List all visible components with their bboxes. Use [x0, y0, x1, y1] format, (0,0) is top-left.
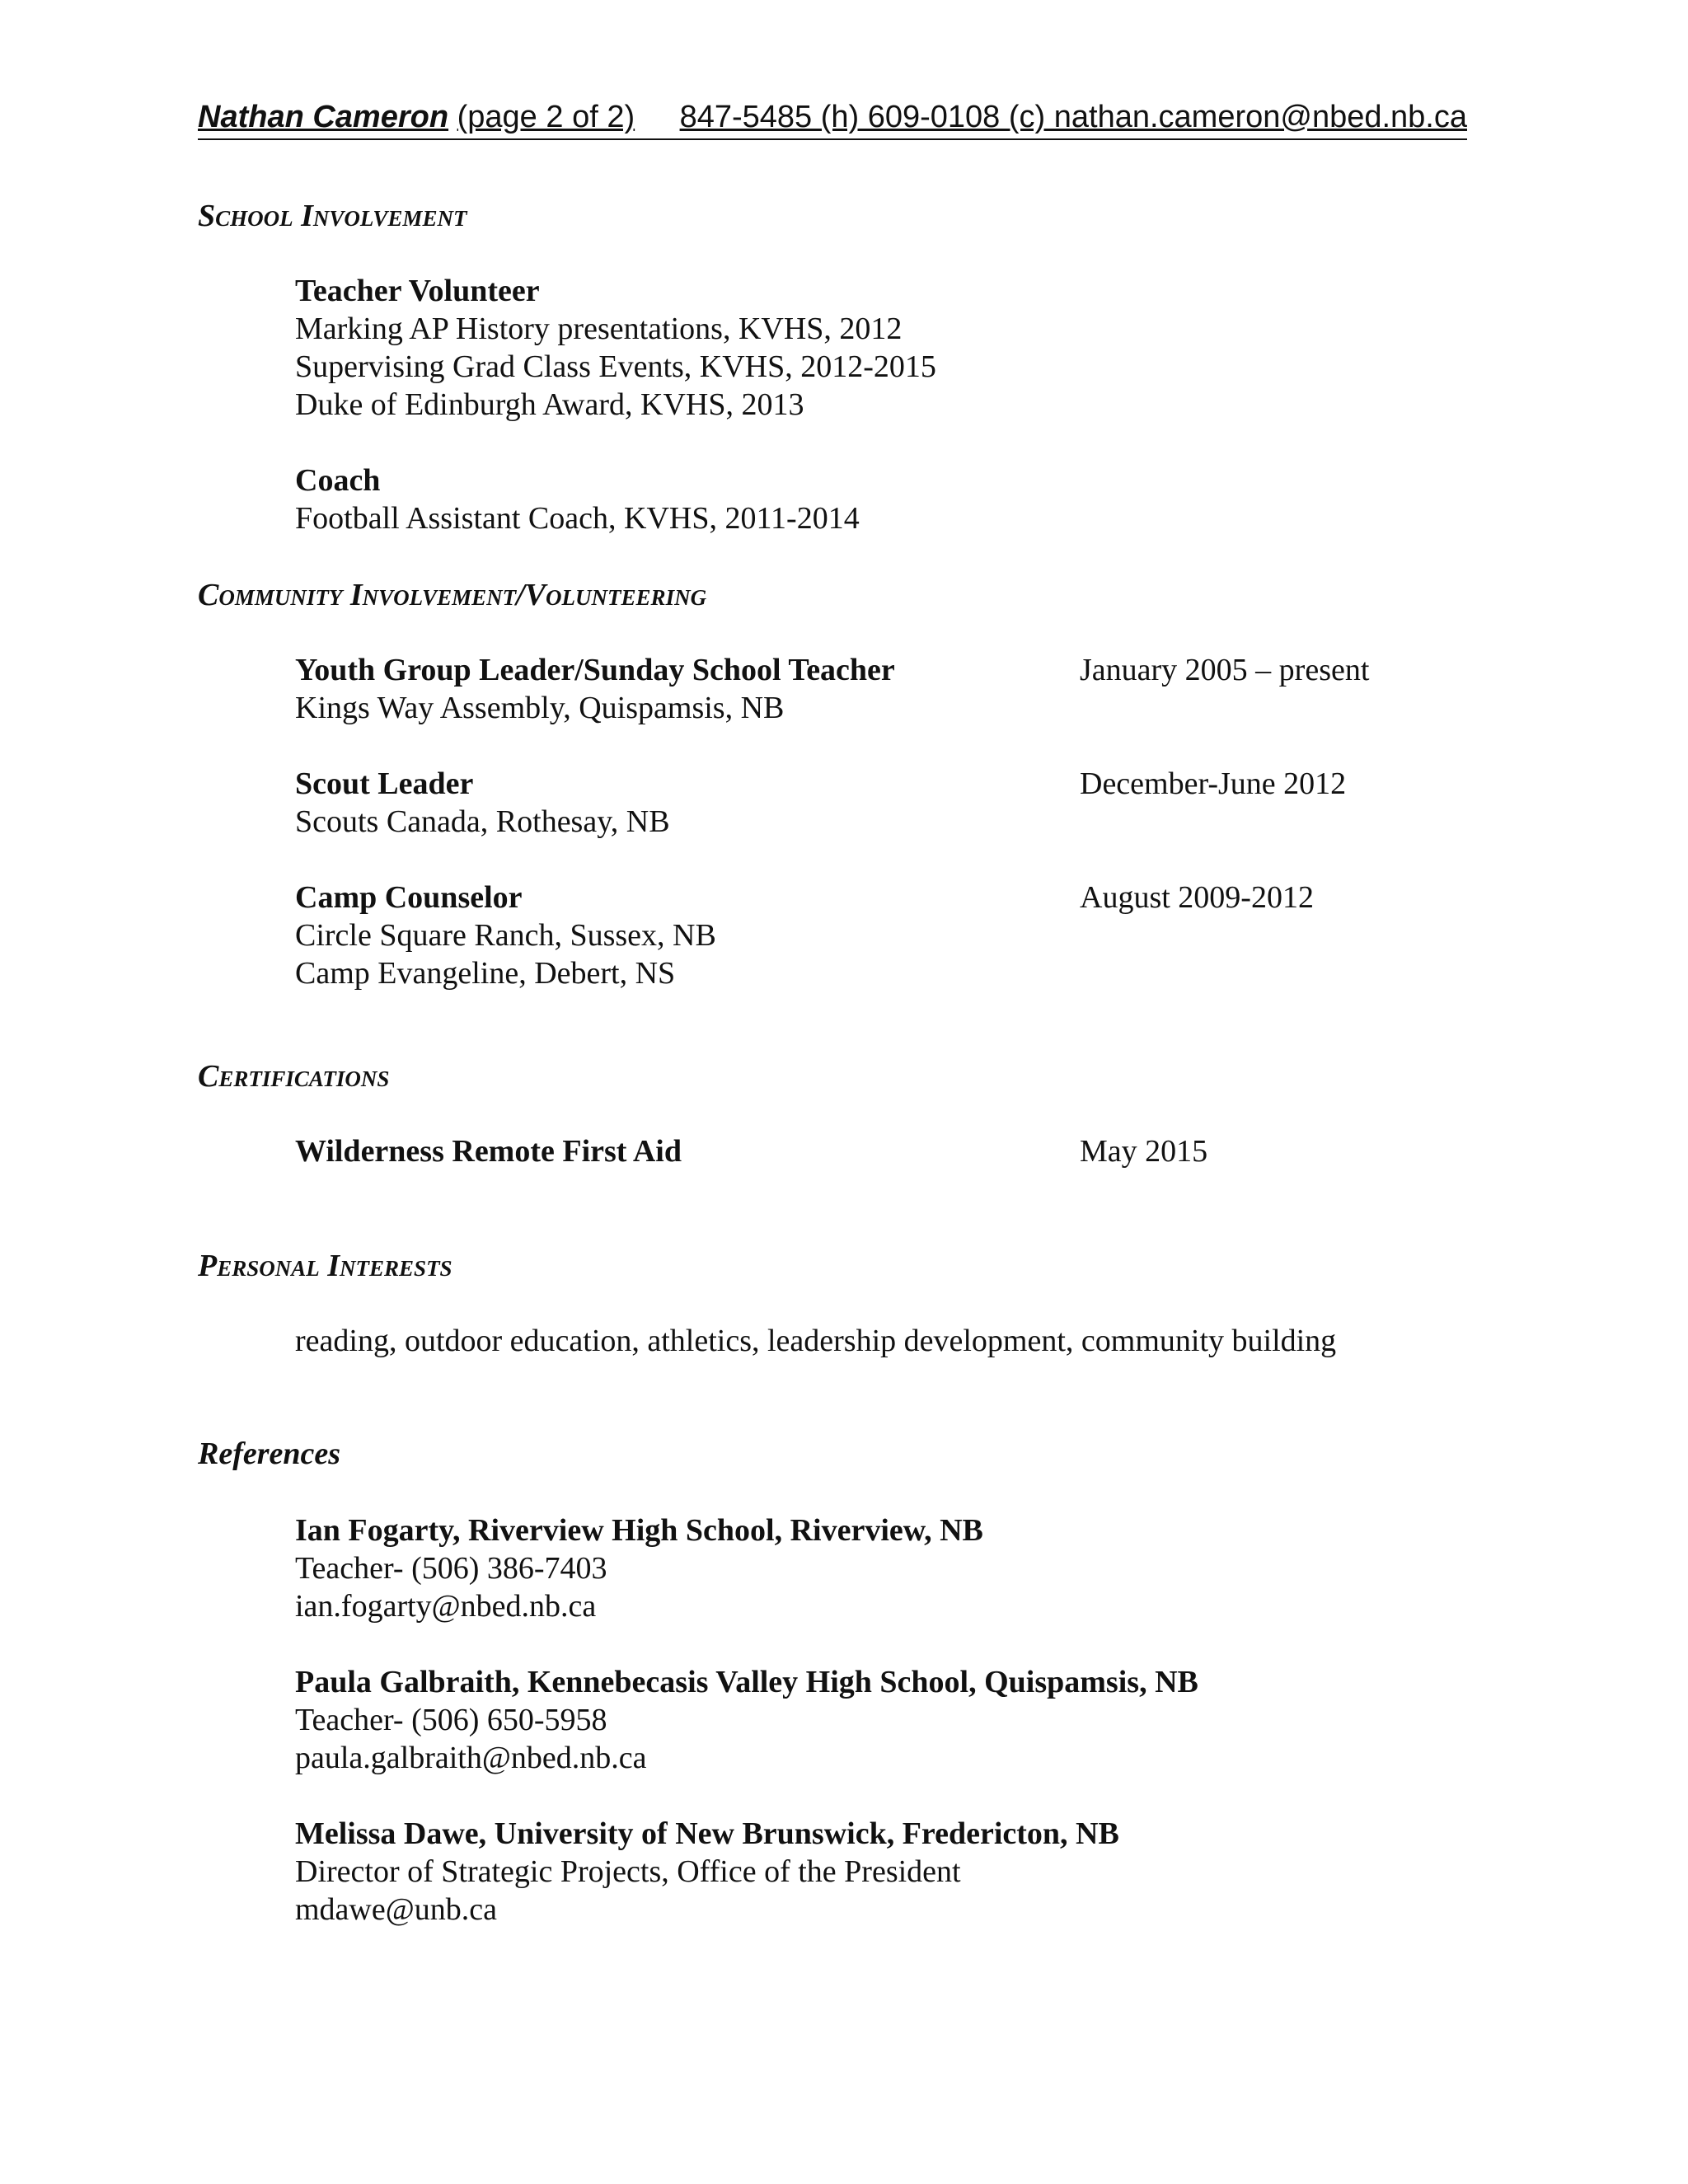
reference-line: ian.fogarty@nbed.nb.ca [295, 1589, 597, 1624]
certification-title: Wilderness Remote First Aid [295, 1134, 682, 1169]
community-entry-line: Scouts Canada, Rothesay, NB [295, 804, 670, 839]
reference-title: Ian Fogarty, Riverview High School, Riverview, NB [295, 1513, 983, 1548]
reference-line: Teacher- (506) 650-5958 [295, 1703, 607, 1737]
community-heading: Community Involvement/Volunteering [198, 578, 707, 612]
header-name: Nathan Cameron [198, 100, 449, 134]
community-entry-date: December-June 2012 [1080, 766, 1347, 801]
references-heading: References [198, 1436, 341, 1471]
certification-date: May 2015 [1080, 1134, 1208, 1169]
reference-line: mdawe@unb.ca [295, 1892, 497, 1927]
teacher-volunteer-item: Supervising Grad Class Events, KVHS, 2012-2015 [295, 349, 936, 384]
certifications-heading: Certifications [198, 1059, 390, 1094]
reference-line: paula.galbraith@nbed.nb.ca [295, 1741, 647, 1775]
header-page-info: (page 2 of 2) [457, 100, 635, 134]
coach-item: Football Assistant Coach, KVHS, 2011-2014 [295, 501, 860, 536]
reference-line: Teacher- (506) 386-7403 [295, 1551, 607, 1586]
reference-title: Melissa Dawe, University of New Brunswick, Fredericton, NB [295, 1816, 1119, 1851]
community-entry-line: Kings Way Assembly, Quispamsis, NB [295, 691, 785, 725]
page-header [198, 99, 1467, 140]
community-entry-title: Youth Group Leader/Sunday School Teacher [295, 653, 895, 687]
community-entry-date: January 2005 – present [1080, 653, 1370, 687]
header-contact: 847-5485 (h) 609-0108 (c) nathan.cameron@nbed.nb.ca [679, 100, 1467, 134]
community-entry-line: Circle Square Ranch, Sussex, NB [295, 918, 716, 953]
interests-text: reading, outdoor education, athletics, leadership development, community building [295, 1324, 1337, 1358]
teacher-volunteer-title: Teacher Volunteer [295, 274, 540, 308]
community-entry-title: Scout Leader [295, 766, 474, 801]
teacher-volunteer-item: Duke of Edinburgh Award, KVHS, 2013 [295, 387, 804, 422]
reference-title: Paula Galbraith, Kennebecasis Valley High School, Quispamsis, NB [295, 1665, 1198, 1699]
community-entry-date: August 2009-2012 [1080, 880, 1314, 915]
coach-title: Coach [295, 463, 381, 498]
community-entry-line: Camp Evangeline, Debert, NS [295, 956, 676, 991]
teacher-volunteer-item: Marking AP History presentations, KVHS, 2012 [295, 312, 903, 346]
school-involvement-heading: School Involvement [198, 199, 467, 233]
interests-heading: Personal Interests [198, 1249, 452, 1283]
community-entry-title: Camp Counselor [295, 880, 523, 915]
reference-line: Director of Strategic Projects, Office of the President [295, 1854, 961, 1889]
